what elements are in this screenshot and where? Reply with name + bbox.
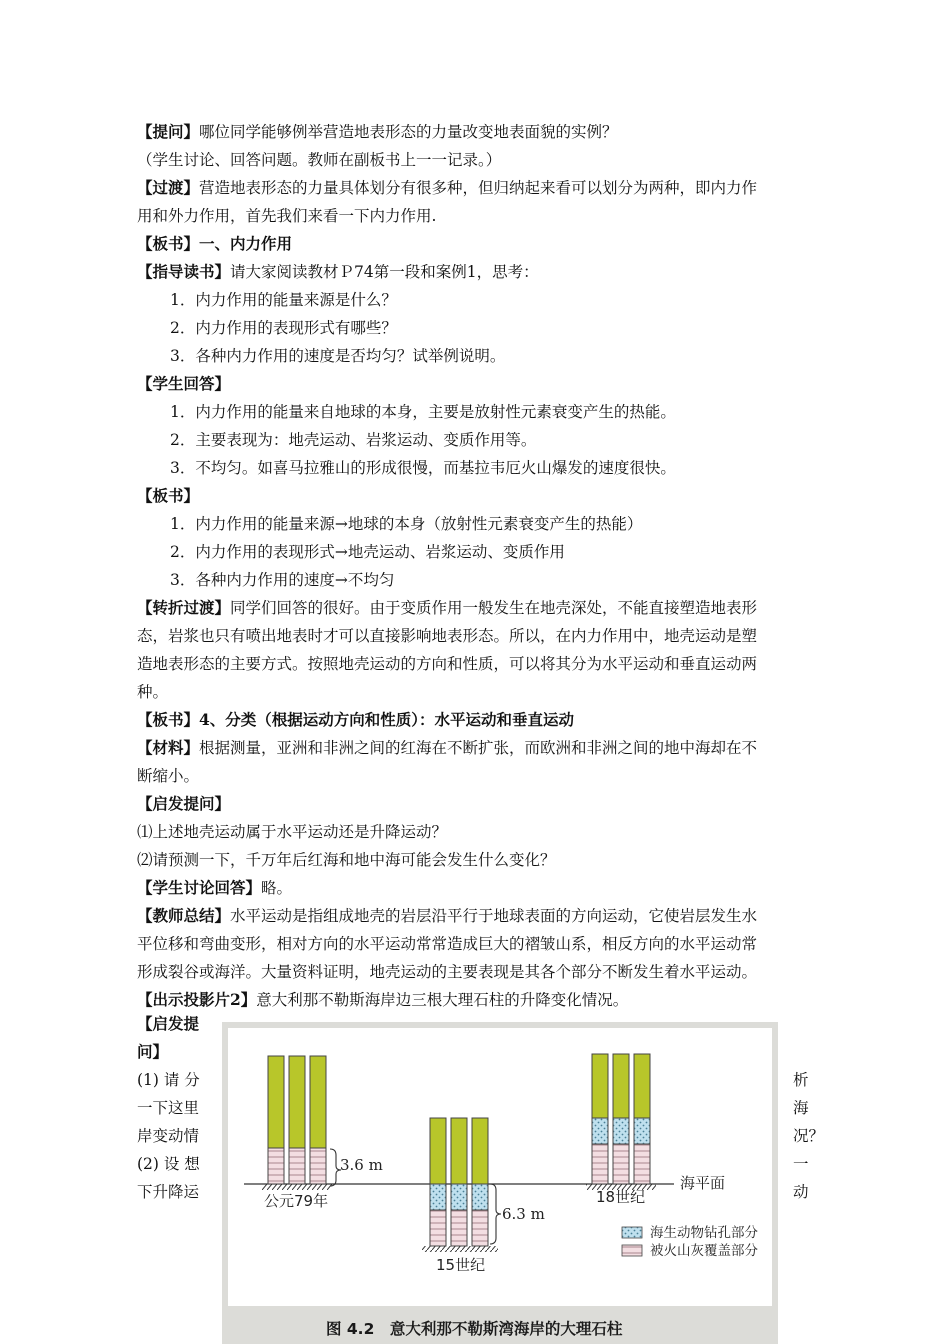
column-bore-part: [634, 1118, 650, 1144]
answer-item: 2．主要表现为：地壳运动、岩浆运动、变质作用等。: [170, 431, 537, 449]
question-item: 2．内力作用的表现形式有哪些？: [170, 319, 397, 337]
column-bore-part: [613, 1118, 629, 1144]
column-ash-part: [613, 1144, 629, 1184]
line-summary: [137, 902, 817, 930]
line-note: （学生讨论、回答问题。教师在副板书上一一记录。）: [137, 151, 502, 169]
legend-bore-label: 海生动物钻孔部分: [650, 1225, 758, 1241]
tag-discussion: 【学生讨论回答】: [137, 878, 262, 897]
question-item: 3．各种内力作用的速度是否均匀？试举例说明。: [170, 347, 506, 365]
column-ash-part: [430, 1210, 446, 1246]
wrap-line: 下升降运: [137, 1183, 200, 1201]
text: 意大利那不勒斯海岸边三根大理石柱的升降变化情况。: [256, 991, 629, 1009]
line-turn-cont: 态，岩浆也只有喷出地表时才可以直接影响地表形态。所以，在内力作用中，地壳运动是塑: [137, 627, 758, 645]
wrap-line: 问】: [137, 1042, 169, 1061]
tag-summary: 【教师总结】: [137, 906, 231, 925]
text: 水平运动是指组成地壳的岩层沿平行于地球表面的方向运动，它使岩层发生水: [230, 907, 758, 925]
line-turn-cont: 造地表形态的主要方式。按照地壳运动的方向和性质，可以将其分为水平运动和垂直运动两: [137, 655, 758, 673]
dim-label-36: 3.6 m: [340, 1156, 383, 1174]
tag-question: 【提问】: [137, 122, 200, 141]
column-green-part: [430, 1118, 446, 1184]
tag-transition: 【过渡】: [137, 178, 200, 197]
text: 略。: [261, 879, 293, 897]
legend-ash-label: 被火山灰覆盖部分: [650, 1243, 758, 1259]
column-green-part: [289, 1056, 305, 1148]
right-wrap-text: [793, 1066, 824, 1206]
line-turn: [137, 594, 817, 622]
text: 同学们回答的很好。由于变质作用一般发生在地壳深处，不能直接塑造地表形: [230, 599, 758, 617]
answer-item: 1．内力作用的能量来自地球的本身，主要是放射性元素衰变产生的热能。: [170, 403, 676, 421]
line-student-answer: 【学生回答】: [137, 374, 231, 393]
column-bore-part: [472, 1184, 488, 1210]
board-item: 2．内力作用的表现形式→地壳运动、岩浆运动、变质作用: [170, 543, 565, 561]
text: 营造地表形态的力量具体划分有很多种，但归纳起来看可以划分为两种，即内力作: [199, 179, 758, 197]
wrap-line: 【启发提: [137, 1014, 200, 1033]
line-prompt: 【启发提问】: [137, 794, 231, 813]
board-item: 1．内力作用的能量来源→地球的本身（放射性元素衰变产生的热能）: [170, 515, 643, 533]
columns-18c: [586, 1054, 656, 1206]
dim-label-63: 6.3 m: [502, 1205, 545, 1223]
wrap-line: 海: [793, 1099, 809, 1117]
column-ash-part: [268, 1148, 284, 1184]
label-15c: 15世纪: [436, 1256, 486, 1274]
wrap-line: (2) 设 想: [137, 1155, 200, 1173]
figure-svg: [222, 1022, 778, 1344]
wrap-line: 况？: [793, 1127, 825, 1145]
text: 请大家阅读教材Ｐ74第一段和案例1，思考：: [230, 263, 539, 281]
column-green-part: [613, 1054, 629, 1118]
label-18c: 18世纪: [596, 1188, 646, 1206]
line-slide: [137, 986, 817, 1014]
line-board-1: 【板书】一、内力作用: [137, 234, 293, 253]
wrap-line: (1) 请 分: [137, 1071, 200, 1089]
column-bore-part: [451, 1184, 467, 1210]
line-board-3: 【板书】4、分类（根据运动方向和性质）：水平运动和垂直运动: [137, 710, 575, 729]
question-item: 1．内力作用的能量来源是什么？: [170, 291, 397, 309]
line-summary-cont: 形成裂谷或海洋。大量资料证明，地壳运动的主要表现是其各个部分不断发生着水平运动。: [137, 963, 758, 981]
line-material: [137, 734, 817, 762]
column-green-part: [310, 1056, 326, 1148]
tag-turn: 【转折过渡】: [137, 598, 231, 617]
prompt-item: ⑴上述地壳运动属于水平运动还是升降运动？: [137, 823, 448, 841]
column-ash-part: [592, 1144, 608, 1184]
legend-bore-swatch: [622, 1227, 642, 1238]
line-material-cont: 断缩小。: [137, 767, 200, 785]
wrap-line: 析: [793, 1071, 809, 1089]
column-ash-part: [310, 1148, 326, 1184]
column-ash-part: [472, 1210, 488, 1246]
wrap-line: 一下这里: [137, 1099, 200, 1117]
column-ash-part: [451, 1210, 467, 1246]
answer-item: 3．不均匀。如喜马拉雅山的形成很慢，而基拉韦厄火山爆发的速度很快。: [170, 459, 676, 477]
column-green-part: [592, 1054, 608, 1118]
column-green-part: [451, 1118, 467, 1184]
text: 哪位同学能够例举营造地表形态的力量改变地表面貌的实例？: [199, 123, 618, 141]
tag-reading: 【指导读书】: [137, 262, 231, 281]
column-ash-part: [634, 1144, 650, 1184]
column-green-part: [268, 1056, 284, 1148]
figure-caption: 图 4.2 意大利那不勒斯湾海岸的大理石柱: [326, 1320, 623, 1338]
ground-hatch: [262, 1184, 332, 1190]
left-wrap-text: [137, 1010, 200, 1206]
text: 根据测量，亚洲和非洲之间的红海在不断扩张，而欧洲和非洲之间的地中海却在不: [199, 739, 758, 757]
legend-ash-swatch: [622, 1245, 642, 1256]
line-turn-cont: 种。: [137, 683, 169, 701]
marble-columns-figure: [222, 1022, 778, 1344]
line-summary-cont: 平位移和弯曲变形，相对方向的水平运动常常造成巨大的褶皱山系，相反方向的水平运动常: [137, 935, 758, 953]
wrap-line: 岸变动情: [137, 1127, 200, 1145]
tag-slide: 【出示投影片2】: [137, 990, 257, 1009]
column-bore-part: [430, 1184, 446, 1210]
prompt-item: ⑵请预测一下，千万年后红海和地中海可能会发生什么变化？: [137, 851, 556, 869]
label-79ad: 公元79年: [264, 1192, 329, 1210]
column-ash-part: [289, 1148, 305, 1184]
column-green-part: [472, 1118, 488, 1184]
column-green-part: [634, 1054, 650, 1118]
line-transition: [137, 174, 817, 202]
tag-material: 【材料】: [137, 738, 200, 757]
column-bore-part: [592, 1118, 608, 1144]
wrap-line: 动: [793, 1183, 809, 1201]
board-item: 3．各种内力作用的速度→不均匀: [170, 571, 395, 589]
line-transition-cont: 用和外力作用，首先我们来看一下内力作用.: [137, 207, 437, 225]
ground-hatch: [422, 1246, 498, 1252]
line-question: [137, 118, 817, 146]
line-reading: [137, 258, 817, 286]
sea-level-label: 海平面: [680, 1174, 726, 1192]
line-discussion: [137, 874, 817, 902]
wrap-line: 一: [793, 1155, 809, 1173]
line-board-2: 【板书】: [137, 486, 200, 505]
